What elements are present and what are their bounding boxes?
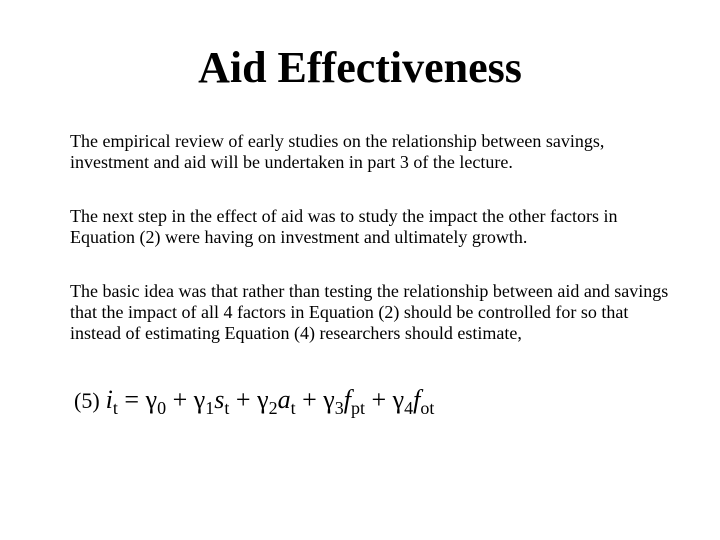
- paragraph-empirical-review: The empirical review of early studies on the relationship between savings, investment and aid will be undertaken in part 3 of the lecture.: [70, 131, 605, 172]
- eq-plus-1: +: [166, 385, 194, 414]
- eq-lhs-var: i: [105, 385, 113, 414]
- eq-var-f-o: f: [413, 385, 421, 414]
- eq-plus-2: +: [229, 385, 258, 414]
- paragraph-basic-idea: The basic idea was that rather than testing the relationship between aid and savings that the impact of all 4 factors in Equation (2) should be controlled for so that instead of estimating Equation (4) researchers should estimate,: [70, 281, 669, 343]
- eq-gamma-1: γ: [193, 385, 206, 414]
- eq-gamma-2: γ: [257, 385, 269, 414]
- eq-gamma-0-sub: 0: [157, 398, 167, 418]
- eq-gamma-1-sub: 1: [205, 398, 215, 418]
- eq-gamma-2-sub: 2: [268, 398, 278, 418]
- eq-var-f-p-sub: pt: [350, 398, 365, 418]
- eq-var-a-sub: t: [290, 398, 296, 418]
- eq-gamma-4-sub: 4: [404, 398, 414, 418]
- eq-lhs-sub: t: [112, 398, 118, 418]
- eq-equals: =: [117, 385, 146, 414]
- eq-var-a: a: [277, 385, 291, 414]
- equation-5: [74, 380, 434, 421]
- eq-var-s-sub: t: [224, 398, 230, 418]
- slide-title: Aid Effectiveness: [198, 43, 522, 92]
- eq-gamma-3: γ: [323, 385, 335, 414]
- eq-var-s: s: [214, 385, 225, 414]
- eq-plus-3: +: [295, 385, 324, 414]
- eq-gamma-3-sub: 3: [334, 398, 344, 418]
- eq-var-f-p: f: [343, 385, 351, 414]
- eq-var-f-o-sub: ot: [420, 398, 435, 418]
- eq-gamma-4: γ: [392, 385, 405, 414]
- paragraph-next-step: The next step in the effect of aid was to study the impact the other factors in Equation (2) were having on investment and ultimately growth.: [70, 206, 618, 247]
- equation-number: (5): [74, 388, 100, 413]
- eq-gamma-0: γ: [145, 385, 158, 414]
- eq-plus-4: +: [365, 385, 393, 414]
